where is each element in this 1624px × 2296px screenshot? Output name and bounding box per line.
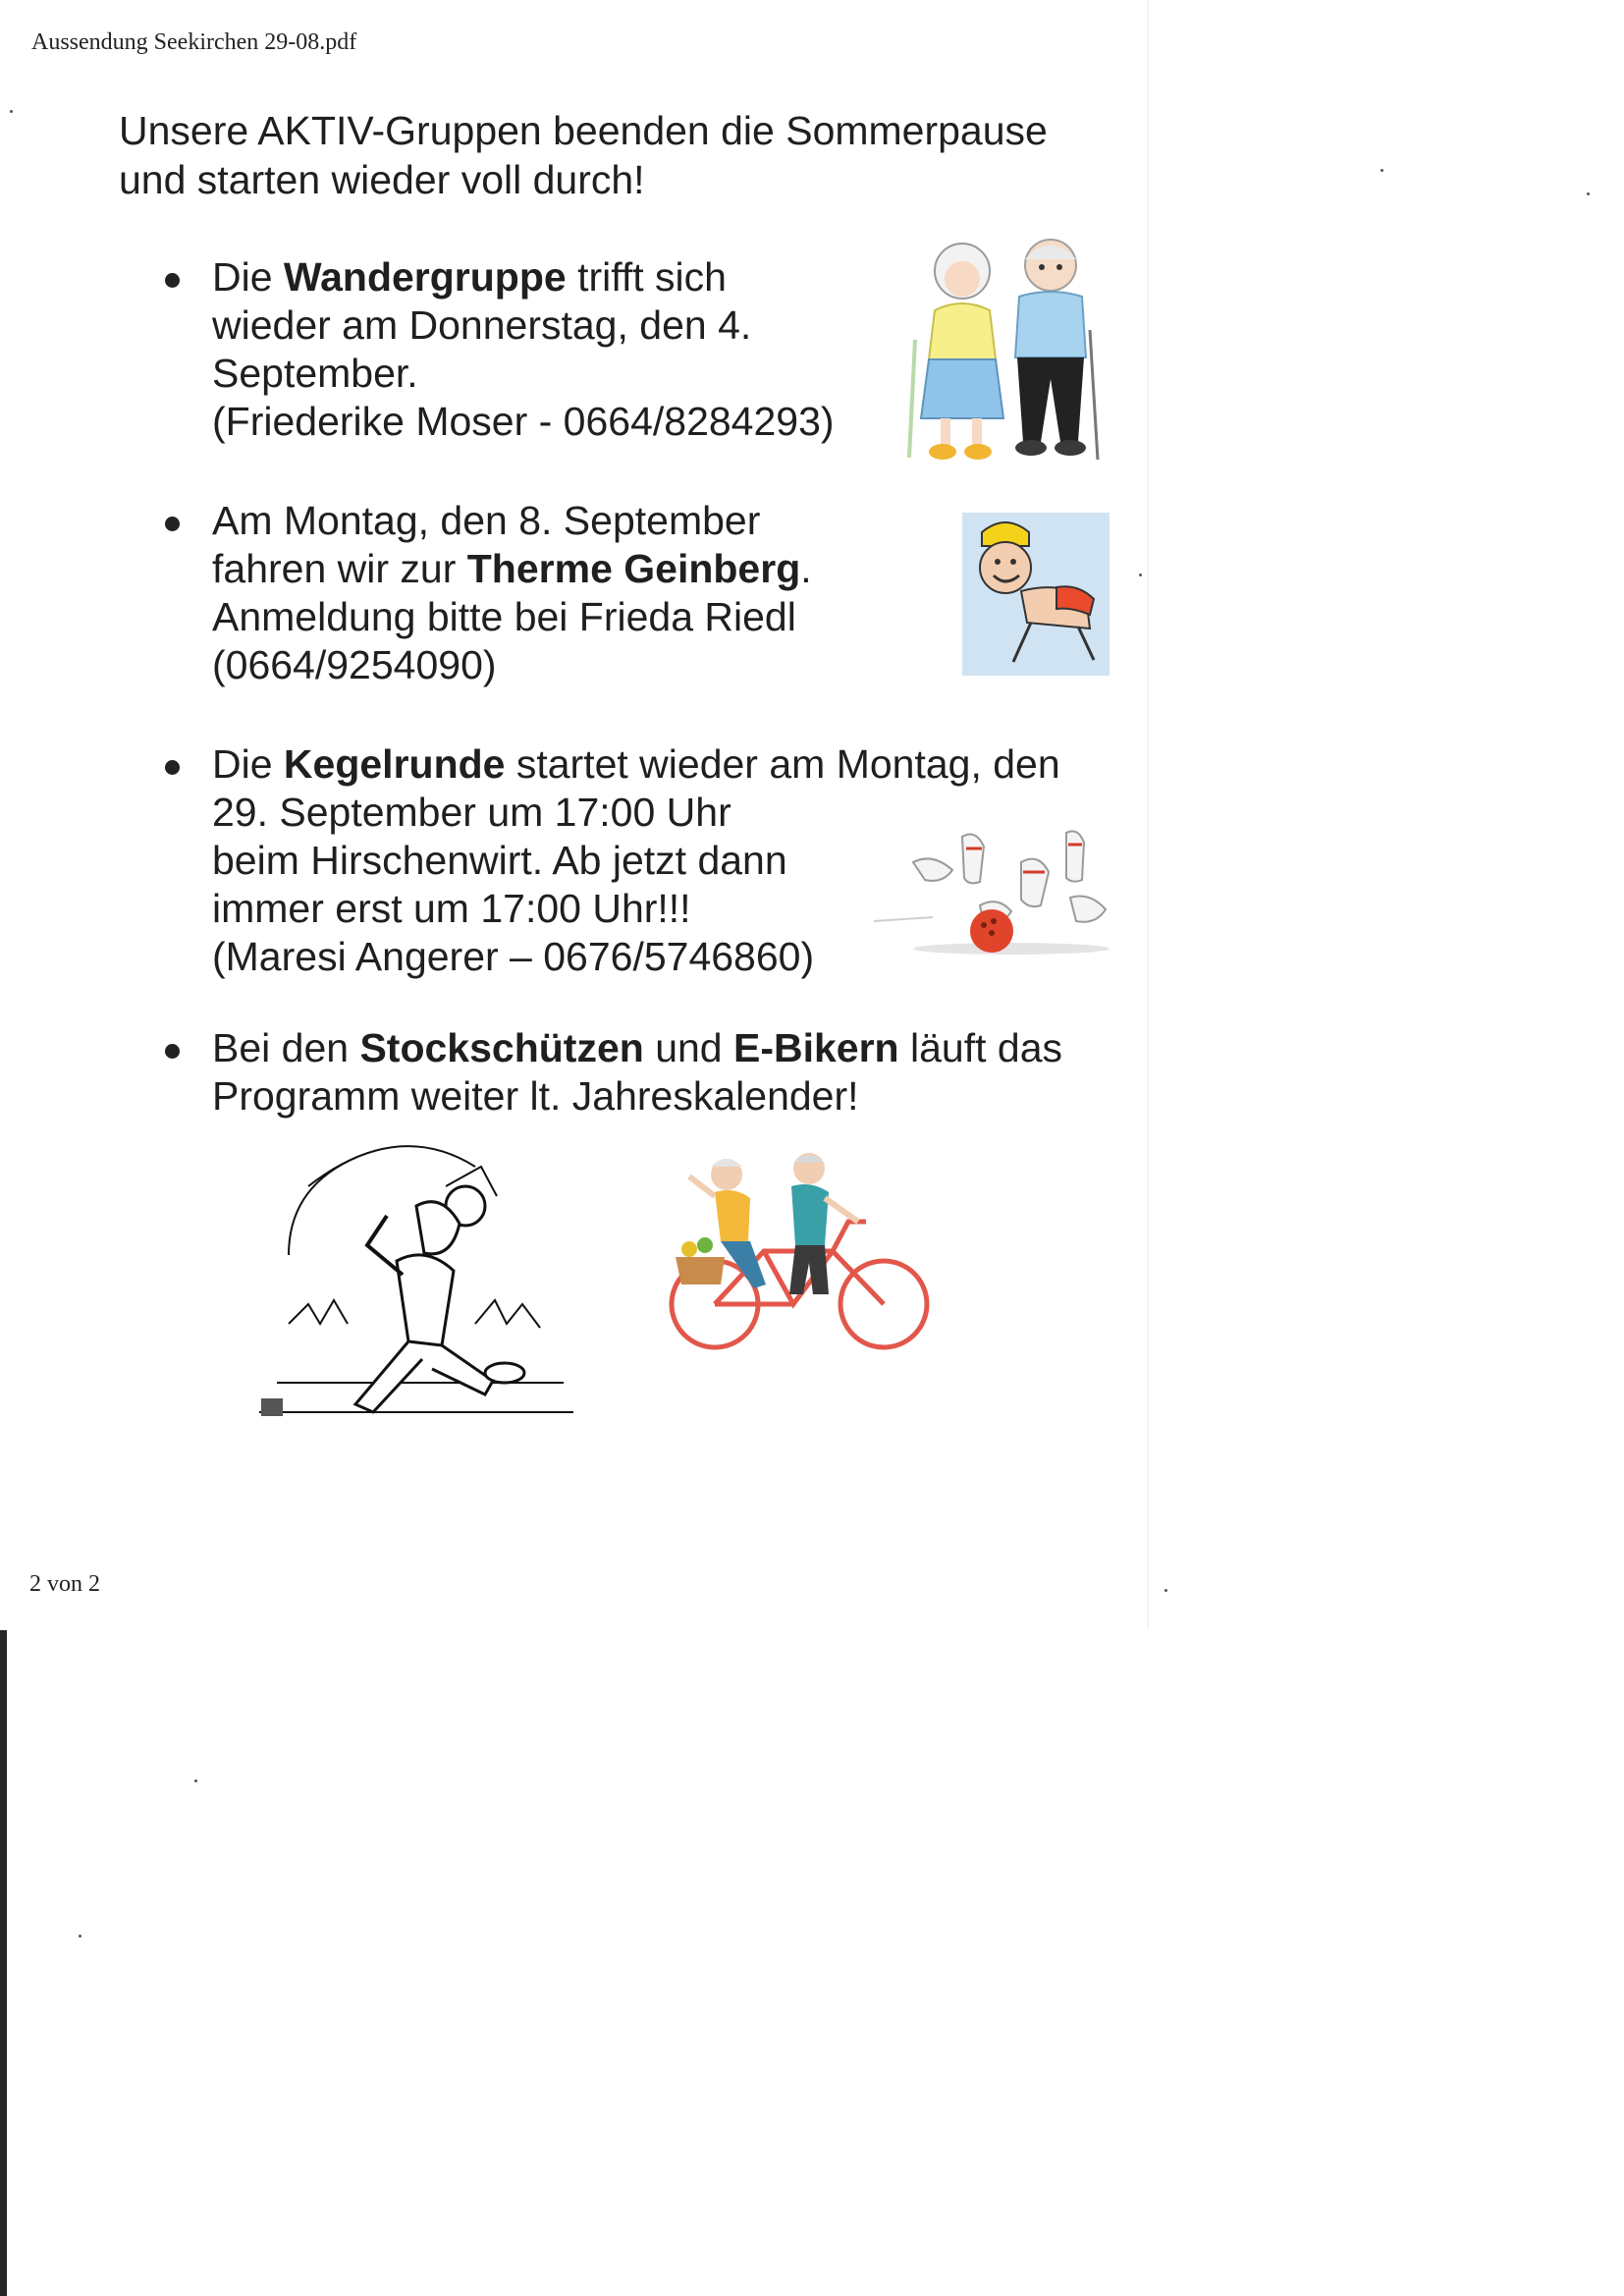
contact-line: (Friederike Moser - 0664/8284293): [212, 399, 835, 444]
item-line: Programm weiter lt. Jahreskalender!: [212, 1073, 859, 1119]
item-line: Die Wandergruppe trifft sich: [212, 254, 727, 300]
heading-line: Unsere AKTIV-Gruppen beenden die Sommerpause: [119, 108, 1048, 153]
item-line: Anmeldung bitte bei Frieda Riedl: [212, 594, 796, 639]
group-name: E-Bikern: [733, 1025, 899, 1070]
item-stockschuetzen-ebiker: [212, 1024, 1062, 1121]
group-name: Kegelrunde: [283, 741, 506, 787]
item-therme: [212, 497, 812, 689]
item-line: beim Hirschenwirt. Ab jetzt dann: [212, 838, 787, 883]
item-line: immer erst um 17:00 Uhr!!!: [212, 886, 691, 931]
scan-speck: [79, 1935, 81, 1938]
item-line: 29. September um 17:00 Uhr: [212, 790, 731, 835]
scan-speck: [1587, 192, 1590, 195]
scan-edge-shadow: [0, 1630, 7, 2296]
item-line: wieder am Donnerstag, den 4.: [212, 302, 752, 348]
hiking-seniors-illustration: [893, 232, 1110, 467]
contact-line: (0664/9254090): [212, 642, 497, 687]
scan-right-edge: [1147, 0, 1150, 1630]
page-heading: [119, 106, 1140, 204]
item-line: fahren wir zur Therme Geinberg.: [212, 546, 812, 591]
page-number-footer: 2 von 2: [29, 1571, 100, 1597]
group-name: Wandergruppe: [283, 254, 567, 300]
bullet-dot: [165, 517, 180, 531]
scan-speck: [1380, 169, 1383, 172]
scan-speck: [10, 110, 13, 113]
item-line: Die Kegelrunde startet wieder am Montag, den: [212, 741, 1060, 787]
contact-line: (Maresi Angerer – 0676/5746860): [212, 934, 815, 979]
item-line: September.: [212, 351, 418, 396]
swimmer-illustration: [962, 513, 1110, 680]
item-wandergruppe: [212, 253, 835, 446]
bowling-illustration: [874, 823, 1110, 960]
bullet-dot: [165, 1044, 180, 1059]
curling-sketch-illustration: [249, 1127, 583, 1438]
scan-speck: [1139, 574, 1142, 576]
destination-name: Therme Geinberg: [466, 546, 801, 591]
bullet-dot: [165, 760, 180, 775]
scan-speck: [194, 1779, 197, 1782]
tandem-bike-seniors-illustration: [656, 1147, 943, 1357]
pdf-filename-header: Aussendung Seekirchen 29-08.pdf: [31, 29, 357, 55]
group-name: Stockschützen: [359, 1025, 644, 1070]
scan-speck: [1164, 1589, 1167, 1592]
heading-line: und starten wieder voll durch!: [119, 157, 645, 202]
item-line: Bei den Stockschützen und E-Bikern läuft das: [212, 1025, 1062, 1070]
bullet-dot: [165, 273, 180, 288]
item-line: Am Montag, den 8. September: [212, 498, 761, 543]
